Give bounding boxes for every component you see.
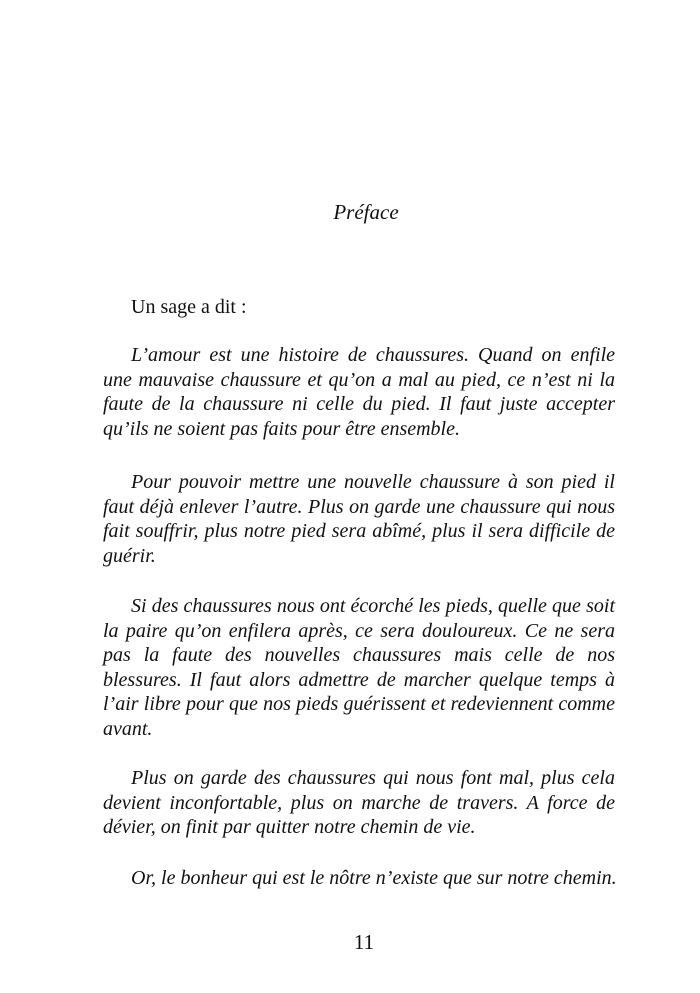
paragraph-1: L’amour est une histoire de chaussures. Quand on enfile une mauvaise chaussure et qu’on a mal au pied, ce n’est ni la faute de la chaussure ni celle du pied. Il faut juste accepter qu’ils ne soient pas faits pour être ensemble. (103, 344, 615, 440)
page-number: 11 (353, 930, 375, 954)
paragraph-3: Si des chaussures nous ont écorché les pieds, quelle que soit la paire qu’on enfilera après, ce sera douloureux. Ce ne sera pas la faute des nouvelles chaussures mais celle de nos blessures. Il faut alors admettre de marcher quelque temps à l’air libre pour que nos pieds guérissent et redeviennent comme avant. (103, 595, 615, 740)
paragraph-2: Pour pouvoir mettre une nouvelle chaussure à son pied il faut déjà enlever l’autre. Plus on garde une chaussure qui nous fait souffrir, plus notre pied sera abîmé, plus il sera difficile de guérir. (103, 471, 615, 567)
paragraph-4: Plus on garde des chaussures qui nous font mal, plus cela devient inconfortable, plus on marche de travers. A force de dévier, on finit par quitter notre chemin de vie. (103, 767, 615, 838)
page-title: Préface (333, 200, 399, 224)
paragraph-5: Or, le bonheur qui est le nôtre n’existe que sur notre chemin. (131, 867, 617, 889)
intro-line: Un sage a dit : (131, 296, 247, 318)
